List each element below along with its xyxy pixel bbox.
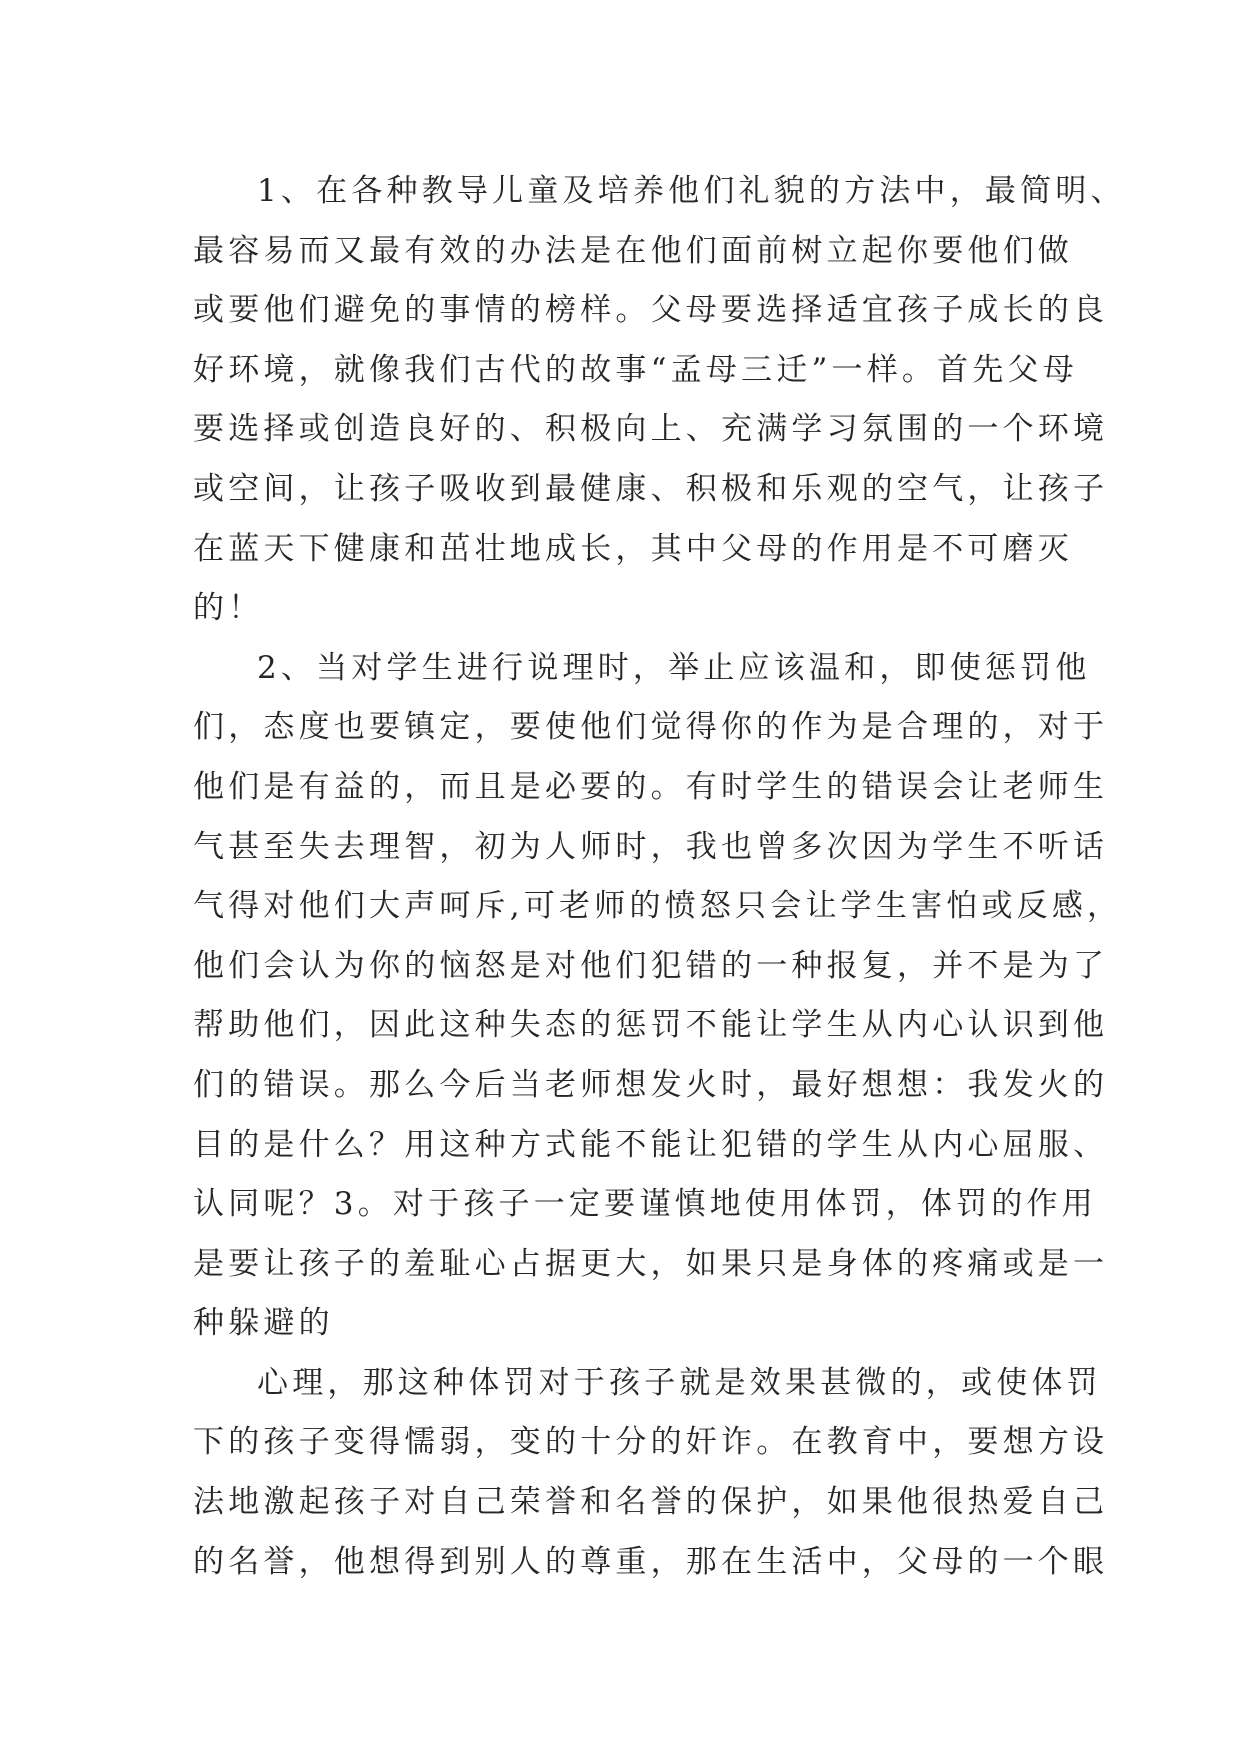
text-line: 2、当对学生进行说理时，举止应该温和，即使惩罚他: [257, 649, 1091, 686]
text-line: 他们是有益的，而且是必要的。有时学生的错误会让老师生: [193, 768, 1109, 805]
text-line: 气甚至失去理智，初为人师时，我也曾多次因为学生不听话: [193, 828, 1109, 865]
paragraph-2: [193, 639, 1123, 1354]
text-line: 的名誉，他想得到别人的尊重，那在生活中，父母的一个眼: [193, 1543, 1109, 1580]
text-line: 他们会认为你的恼怒是对他们犯错的一种报复，并不是为了: [193, 947, 1109, 984]
text-line: 心理，那这种体罚对于孩子就是效果甚微的，或使体罚: [257, 1364, 1102, 1401]
text-line: 下的孩子变得懦弱，变的十分的奸诈。在教育中，要想方设: [193, 1424, 1109, 1461]
text-line: 1、在各种教导儿童及培养他们礼貌的方法中，最简明、: [257, 173, 1126, 209]
text-line: 们的错误。那么今后当老师想发火时，最好想想：我发火的: [193, 1066, 1109, 1103]
paragraph-1: [193, 162, 1126, 639]
text-line: 好环境，就像我们古代的故事“孟母三迁”一样。首先父母: [193, 351, 1078, 388]
text-line: 最容易而又最有效的办法是在他们面前树立起你要他们做: [193, 232, 1073, 269]
text-line: 目的是什么？用这种方式能不能让犯错的学生从内心屈服、: [193, 1126, 1109, 1163]
text-line: 种躲避的: [193, 1305, 334, 1342]
paragraph-3: [193, 1354, 1109, 1592]
text-line: 的！: [193, 590, 264, 627]
text-line: 要选择或创造良好的、积极向上、充满学习氛围的一个环境: [193, 411, 1109, 448]
text-line: 们，态度也要镇定，要使他们觉得你的作为是合理的，对于: [193, 709, 1109, 746]
text-line: 帮助他们，因此这种失态的惩罚不能让学生从内心认识到他: [193, 1007, 1109, 1044]
text-line: 气得对他们大声呵斥,可老师的愤怒只会让学生害怕或反感，: [193, 888, 1123, 925]
text-line: 是要让孩子的羞耻心占据更大，如果只是身体的疼痛或是一: [193, 1245, 1109, 1282]
text-line: 或空间，让孩子吸收到最健康、积极和乐观的空气，让孩子: [193, 470, 1109, 507]
text-line: 认同呢？3。对于孩子一定要谨慎地使用体罚，体罚的作用: [193, 1186, 1097, 1223]
text-line: 或要他们避免的事情的榜样。父母要选择适宜孩子成长的良: [193, 292, 1109, 329]
text-line: 在蓝天下健康和茁壮地成长，其中父母的作用是不可磨灭: [193, 530, 1073, 567]
text-line: 法地激起孩子对自己荣誉和名誉的保护，如果他很热爱自己: [193, 1484, 1109, 1521]
body-text: [193, 162, 1126, 1592]
